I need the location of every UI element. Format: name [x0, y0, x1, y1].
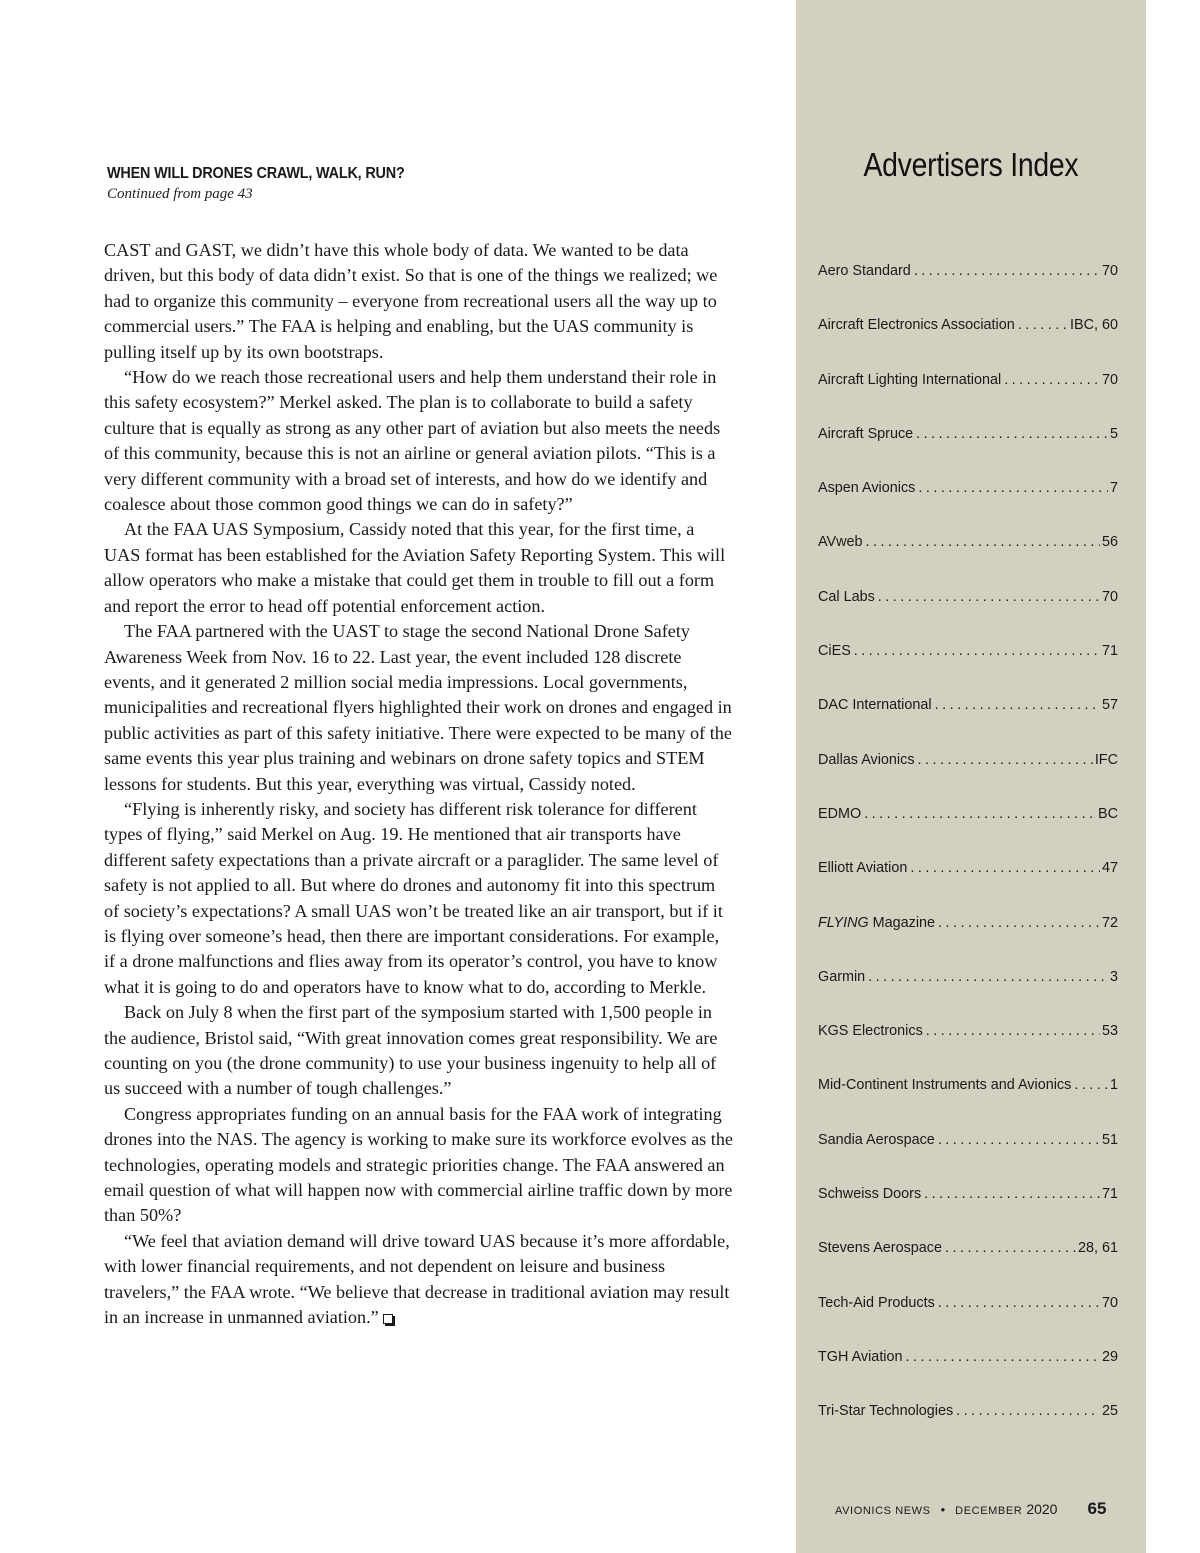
index-entry-page: 70 — [1101, 588, 1118, 605]
index-entry-page: 51 — [1101, 1131, 1118, 1148]
index-entry-page: 1 — [1109, 1077, 1118, 1094]
index-entry-page: 53 — [1101, 1023, 1118, 1040]
index-entry-leader — [913, 426, 1108, 442]
article-paragraph: Back on July 8 when the first part of the symposium started with 1,500 people in the audience, Bristol said, “With great innovation comes great responsibility. We are counting on you (the drone community) to use your business ingenuity to help all of us succeed with a number of tough challenges.” — [104, 1002, 718, 1099]
index-entry-name — [818, 1077, 1071, 1093]
index-entry-leader — [923, 1023, 1100, 1039]
article-paragraph: CAST and GAST, we didn’t have this whole body of data. We wanted to be data driven, but this body of data didn’t exist. So that is one of the things we realized; we had to organize this community – everyone from recreational users all the way up to commercial users.” The FAA is helping and enabling, but the UAS community is pulling itself up by its own bootstraps. — [104, 240, 718, 362]
index-entry-name-text: Magazine — [872, 914, 936, 931]
index-entry-page: 70 — [1101, 371, 1118, 388]
index-entry — [818, 426, 1118, 480]
index-entry — [818, 752, 1118, 806]
index-entry-name-italic: FLYING — [818, 914, 869, 931]
index-entry-name-text: Schweiss Doors — [818, 1186, 922, 1203]
index-entry-name — [818, 1132, 935, 1148]
index-entry-page: 70 — [1101, 263, 1118, 279]
index-entry-leader — [935, 1295, 1100, 1311]
index-entry-leader — [875, 589, 1100, 605]
index-entry — [818, 1023, 1118, 1077]
page-number: 65 — [1087, 1499, 1107, 1518]
index-entry-leader — [1015, 317, 1068, 333]
index-entry-name — [818, 317, 1015, 333]
index-entry-leader — [953, 1403, 1100, 1419]
article-kicker: WHEN WILL DRONES CRAWL, WALK, RUN? — [107, 165, 405, 182]
index-entry-page: 25 — [1101, 1403, 1118, 1420]
index-entry-name-text: Garmin — [818, 968, 866, 985]
index-entry-page: IFC — [1094, 751, 1118, 768]
index-entry-page: 71 — [1101, 1186, 1118, 1203]
index-entry — [818, 806, 1118, 860]
index-entry — [818, 1349, 1118, 1403]
index-entry-name — [818, 426, 913, 442]
page-footer — [835, 1499, 1106, 1519]
index-entry — [818, 263, 1118, 317]
index-entry-name — [818, 860, 907, 876]
index-entry-name — [818, 643, 851, 659]
index-entry-leader — [851, 643, 1100, 659]
index-entry-name-text: Aircraft Spruce — [818, 425, 914, 442]
advertisers-sidebar — [796, 0, 1146, 1553]
index-entry-name-text: CiES — [818, 643, 851, 660]
index-entry-name-text: TGH Aviation — [818, 1348, 903, 1365]
article-paragraph: At the FAA UAS Symposium, Cassidy noted that this year, for the first time, a UAS format has been established for the Aviation Safety Reporting System. This will allow operators who make a mistake that could get them in trouble to fill out a form and report the error to head off potential enforcement action. — [104, 519, 726, 616]
index-entry-page: 70 — [1101, 1294, 1118, 1311]
index-entry-page: 72 — [1101, 914, 1118, 931]
index-entry — [818, 1403, 1118, 1457]
index-entry-page: 3 — [1109, 968, 1118, 985]
index-entry — [818, 860, 1118, 914]
index-entry-name — [818, 806, 861, 822]
index-entry-leader — [942, 1240, 1076, 1256]
index-entry-name — [818, 480, 915, 496]
article-last-paragraph — [104, 1229, 734, 1331]
index-entry — [818, 969, 1118, 1023]
article-paragraph: Congress appropriates funding on an annual basis for the FAA work of integrating drones into the NAS. The agency is working to make sure its workforce evolves as the technologies, operating models and strategic priorities change. The FAA answered an email question of what will happen now with commercial airline traffic down by more than 50%? — [104, 1103, 734, 1226]
index-entry-name — [818, 969, 865, 985]
index-entry — [818, 1132, 1118, 1186]
index-entry-name-text: EDMO — [818, 805, 862, 822]
index-entry-name — [818, 752, 915, 768]
index-entry-leader — [907, 860, 1100, 876]
index-entry-name — [818, 697, 932, 713]
index-entry-name — [818, 589, 875, 605]
index-entry-name-text: KGS Electronics — [818, 1023, 923, 1040]
footer-publication: AVIONICS NEWS — [835, 1505, 931, 1517]
article-paragraph: The FAA partnered with the UAST to stage the second National Drone Safety Awareness Week from Nov. 16 to 22. Last year, the event included 128 discrete events, and it generated 2 million social media impressions. Local governments, municipalities and recreational flyers highlighted their work on drones and engaged in public activities as part of this safety initiative. There were expected to be many of the same events this year plus training and webinars on drone safety topics and STEM lessons for students. But this year, everything was virtual, Cassidy noted. — [104, 621, 732, 794]
index-entry-leader — [903, 1349, 1100, 1365]
article-column — [104, 0, 734, 1553]
index-entry-name-text: Cal Labs — [818, 588, 875, 605]
article-paragraph: “How do we reach those recreational users and help them understand their role in this safety ecosystem?” Merkel asked. The plan is to collaborate to build a safety culture that is equally as strong as any other part of aviation but also meets the needs of this community, because this is not an airline or general aviation pilots. “This is a very different community with a broad set of interests, and how do we identify and coalesce about those common good things we can do in safety?” — [104, 367, 721, 515]
footer-month: DECEMBER — [955, 1505, 1023, 1517]
index-entry-leader — [932, 697, 1100, 713]
index-entry — [818, 1295, 1118, 1349]
index-entry-leader — [915, 480, 1108, 496]
index-entry-leader — [935, 915, 1100, 931]
index-entry-page: 5 — [1109, 425, 1118, 442]
footer-year: 2020 — [1026, 1501, 1058, 1517]
index-entry-name-text: Aero Standard — [818, 263, 911, 279]
article-paragraph-text: “We feel that aviation demand will drive toward UAS because it’s more affordable, with lower financial requirements, and not dependent on leisure and business travelers,” the FAA wrote. “We believe that decrease in traditional aviation may result in an increase in unmanned aviation.” — [104, 1230, 730, 1328]
article-body — [104, 238, 734, 1330]
index-entry-page: 47 — [1101, 860, 1118, 877]
index-entry — [818, 1240, 1118, 1294]
index-entry-leader — [861, 806, 1096, 822]
index-entry-name-text: DAC International — [818, 697, 932, 714]
index-entry-name — [818, 1403, 953, 1419]
index-entry-name-text: Tech-Aid Products — [818, 1294, 935, 1311]
index-entry-name-text: Mid-Continent Instruments and Avionics — [818, 1077, 1072, 1094]
index-entry — [818, 317, 1118, 371]
continued-from-line: Continued from page 43 — [107, 186, 253, 202]
index-entry-name — [818, 263, 911, 279]
index-entry — [818, 915, 1118, 969]
footer-separator: • — [940, 1502, 946, 1517]
index-entry-leader — [935, 1132, 1100, 1148]
index-entry-page: 71 — [1101, 643, 1118, 660]
index-entry-name — [818, 372, 1001, 388]
index-entry — [818, 643, 1118, 697]
index-entry-page: IBC, 60 — [1070, 317, 1118, 334]
index-entry-leader — [921, 1186, 1100, 1202]
index-entry — [818, 697, 1118, 751]
index-entry — [818, 1186, 1118, 1240]
index-entry-name-text: Aspen Avionics — [818, 480, 916, 497]
index-entry-page: 29 — [1101, 1348, 1118, 1365]
index-entry — [818, 1077, 1118, 1131]
index-entry-name — [818, 1295, 935, 1311]
index-entry-name-text: Stevens Aerospace — [818, 1240, 942, 1257]
index-entry-name-text: Elliott Aviation — [818, 860, 908, 877]
index-entry-name — [818, 915, 935, 931]
article-paragraph: “Flying is inherently risky, and society has different risk tolerance for different types of flying,” said Merkel on Aug. 19. He mentioned that air transports have different safety expectations than a private aircraft or a paraglider. The same level of safety is not applied to all. But where do drones and autonomy fit into this spectrum of society’s expectations? A small UAS won’t be treated like an air transport, but if it is flying over someone’s head, then there are important considerations. For example, if a drone malfunctions and flies away from its operator’s control, you have to know what it is going to do and operators have to know what to do, according to Merkle. — [104, 798, 723, 997]
index-entry-leader — [1071, 1077, 1108, 1093]
index-entry-leader — [863, 534, 1100, 550]
index-entry — [818, 480, 1118, 534]
index-entry-name — [818, 534, 863, 550]
index-entry-page: BC — [1098, 805, 1118, 822]
index-entry-page: 7 — [1109, 480, 1118, 497]
index-entry — [818, 372, 1118, 426]
index-entry-name-text: Tri-Star Technologies — [818, 1403, 954, 1420]
end-of-article-icon — [383, 1314, 393, 1324]
index-entry-name-text: AVweb — [818, 534, 863, 551]
index-entry-page: 57 — [1101, 697, 1118, 714]
index-entry-name — [818, 1186, 921, 1202]
index-entry-page: 28, 61 — [1077, 1240, 1118, 1257]
sidebar-title — [796, 146, 1146, 184]
index-entry — [818, 534, 1118, 588]
index-entry-name-text: Aircraft Lighting International — [818, 371, 1002, 388]
sidebar-title-text: Advertisers Index — [863, 146, 1079, 183]
index-entry-page: 56 — [1101, 534, 1118, 551]
index-entry-name-text: Dallas Avionics — [818, 751, 915, 768]
index-entry-name-text: Aircraft Electronics Association — [818, 317, 1015, 334]
index-entry-name — [818, 1349, 903, 1365]
index-entry-leader — [1001, 372, 1100, 388]
index-entry-name — [818, 1240, 942, 1256]
index-entry-name — [818, 1023, 923, 1039]
index-entry-name-text: Sandia Aerospace — [818, 1131, 935, 1148]
advertisers-index-list — [818, 263, 1118, 1458]
index-entry-leader — [865, 969, 1108, 985]
index-entry-leader — [911, 263, 1100, 279]
index-entry — [818, 589, 1118, 643]
index-entry-leader — [915, 752, 1093, 768]
